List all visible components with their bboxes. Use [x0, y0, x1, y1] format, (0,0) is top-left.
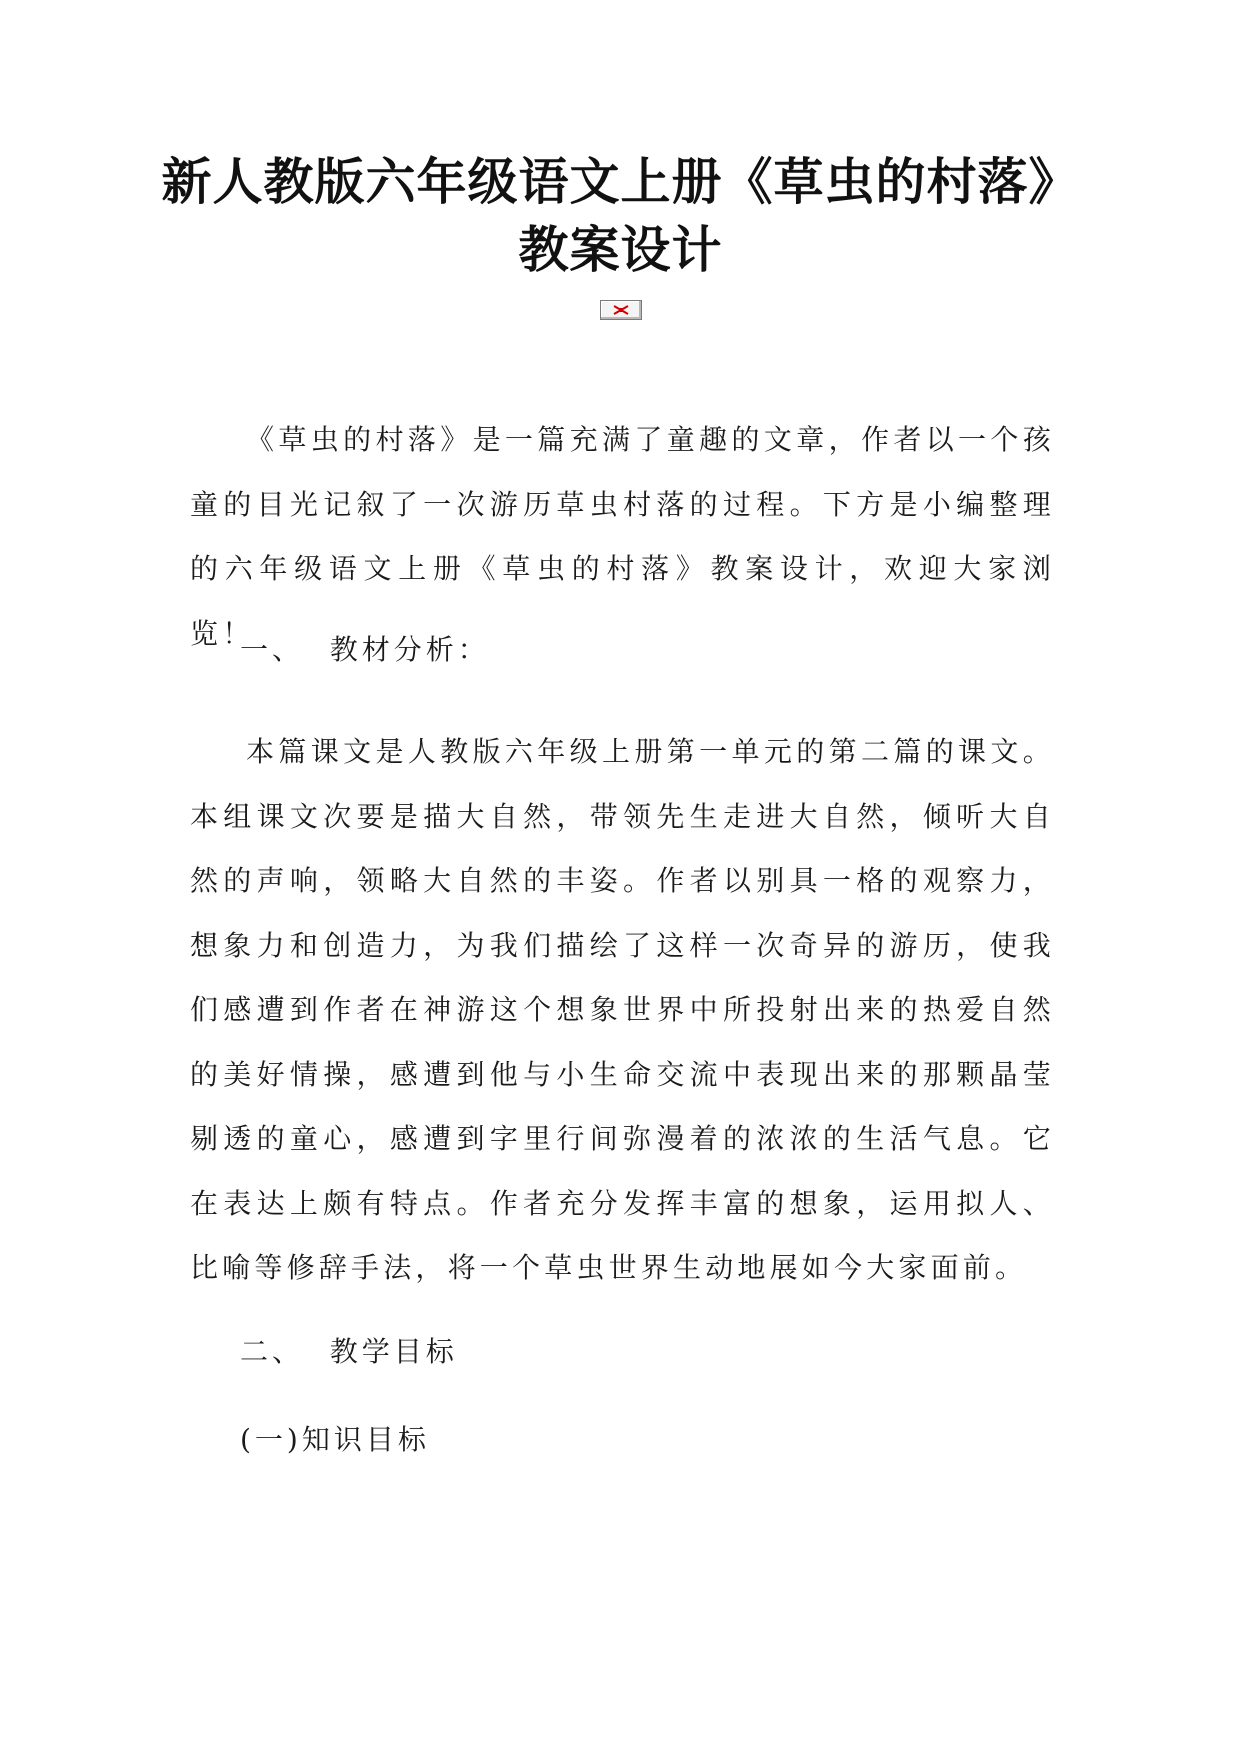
section-heading-teaching-goals: 二、 教学目标: [240, 1335, 458, 1368]
materials-analysis-block: [190, 720, 1055, 1301]
title-line-1: 新人教版六年级语文上册《草虫的村落》: [161, 153, 1080, 211]
intro-paragraph: 《草虫的村落》是一篇充满了童趣的文章，作者以一个孩童的目光记叙了一次游历草虫村落的过程。下方是小编整理的六年级语文上册《草虫的村落》教案设计，欢迎大家浏览！: [190, 423, 1055, 650]
title-line-2: 教案设计: [518, 221, 723, 279]
subsection-heading-knowledge-goals: (一)知识目标: [240, 1423, 430, 1456]
section-heading-materials-analysis: 一、 教材分析：: [240, 633, 490, 666]
document-title: [150, 148, 1091, 284]
materials-analysis-paragraph: 本篇课文是人教版六年级上册第一单元的第二篇的课文。本组课文次要是描大自然，带领先生走进大自然，倾听大自然的声响，领略大自然的丰姿。作者以别具一格的观察力，想象力和创造力，为我们描绘了这样一次奇异的游历，使我们感遭到作者在神游这个想象世界中所投射出来的热爱自然的美好情操，感遭到他与小生命交流中表现出来的那颗晶莹剔透的童心，感遭到字里行间弥漫着的浓浓的生活气息。它在表达上颇有特点。作者充分发挥丰富的想象，运用拟人、比喻等修辞手法，将一个草虫世界生动地展如今大家面前。: [190, 735, 1055, 1284]
broken-image-icon: [600, 300, 642, 320]
